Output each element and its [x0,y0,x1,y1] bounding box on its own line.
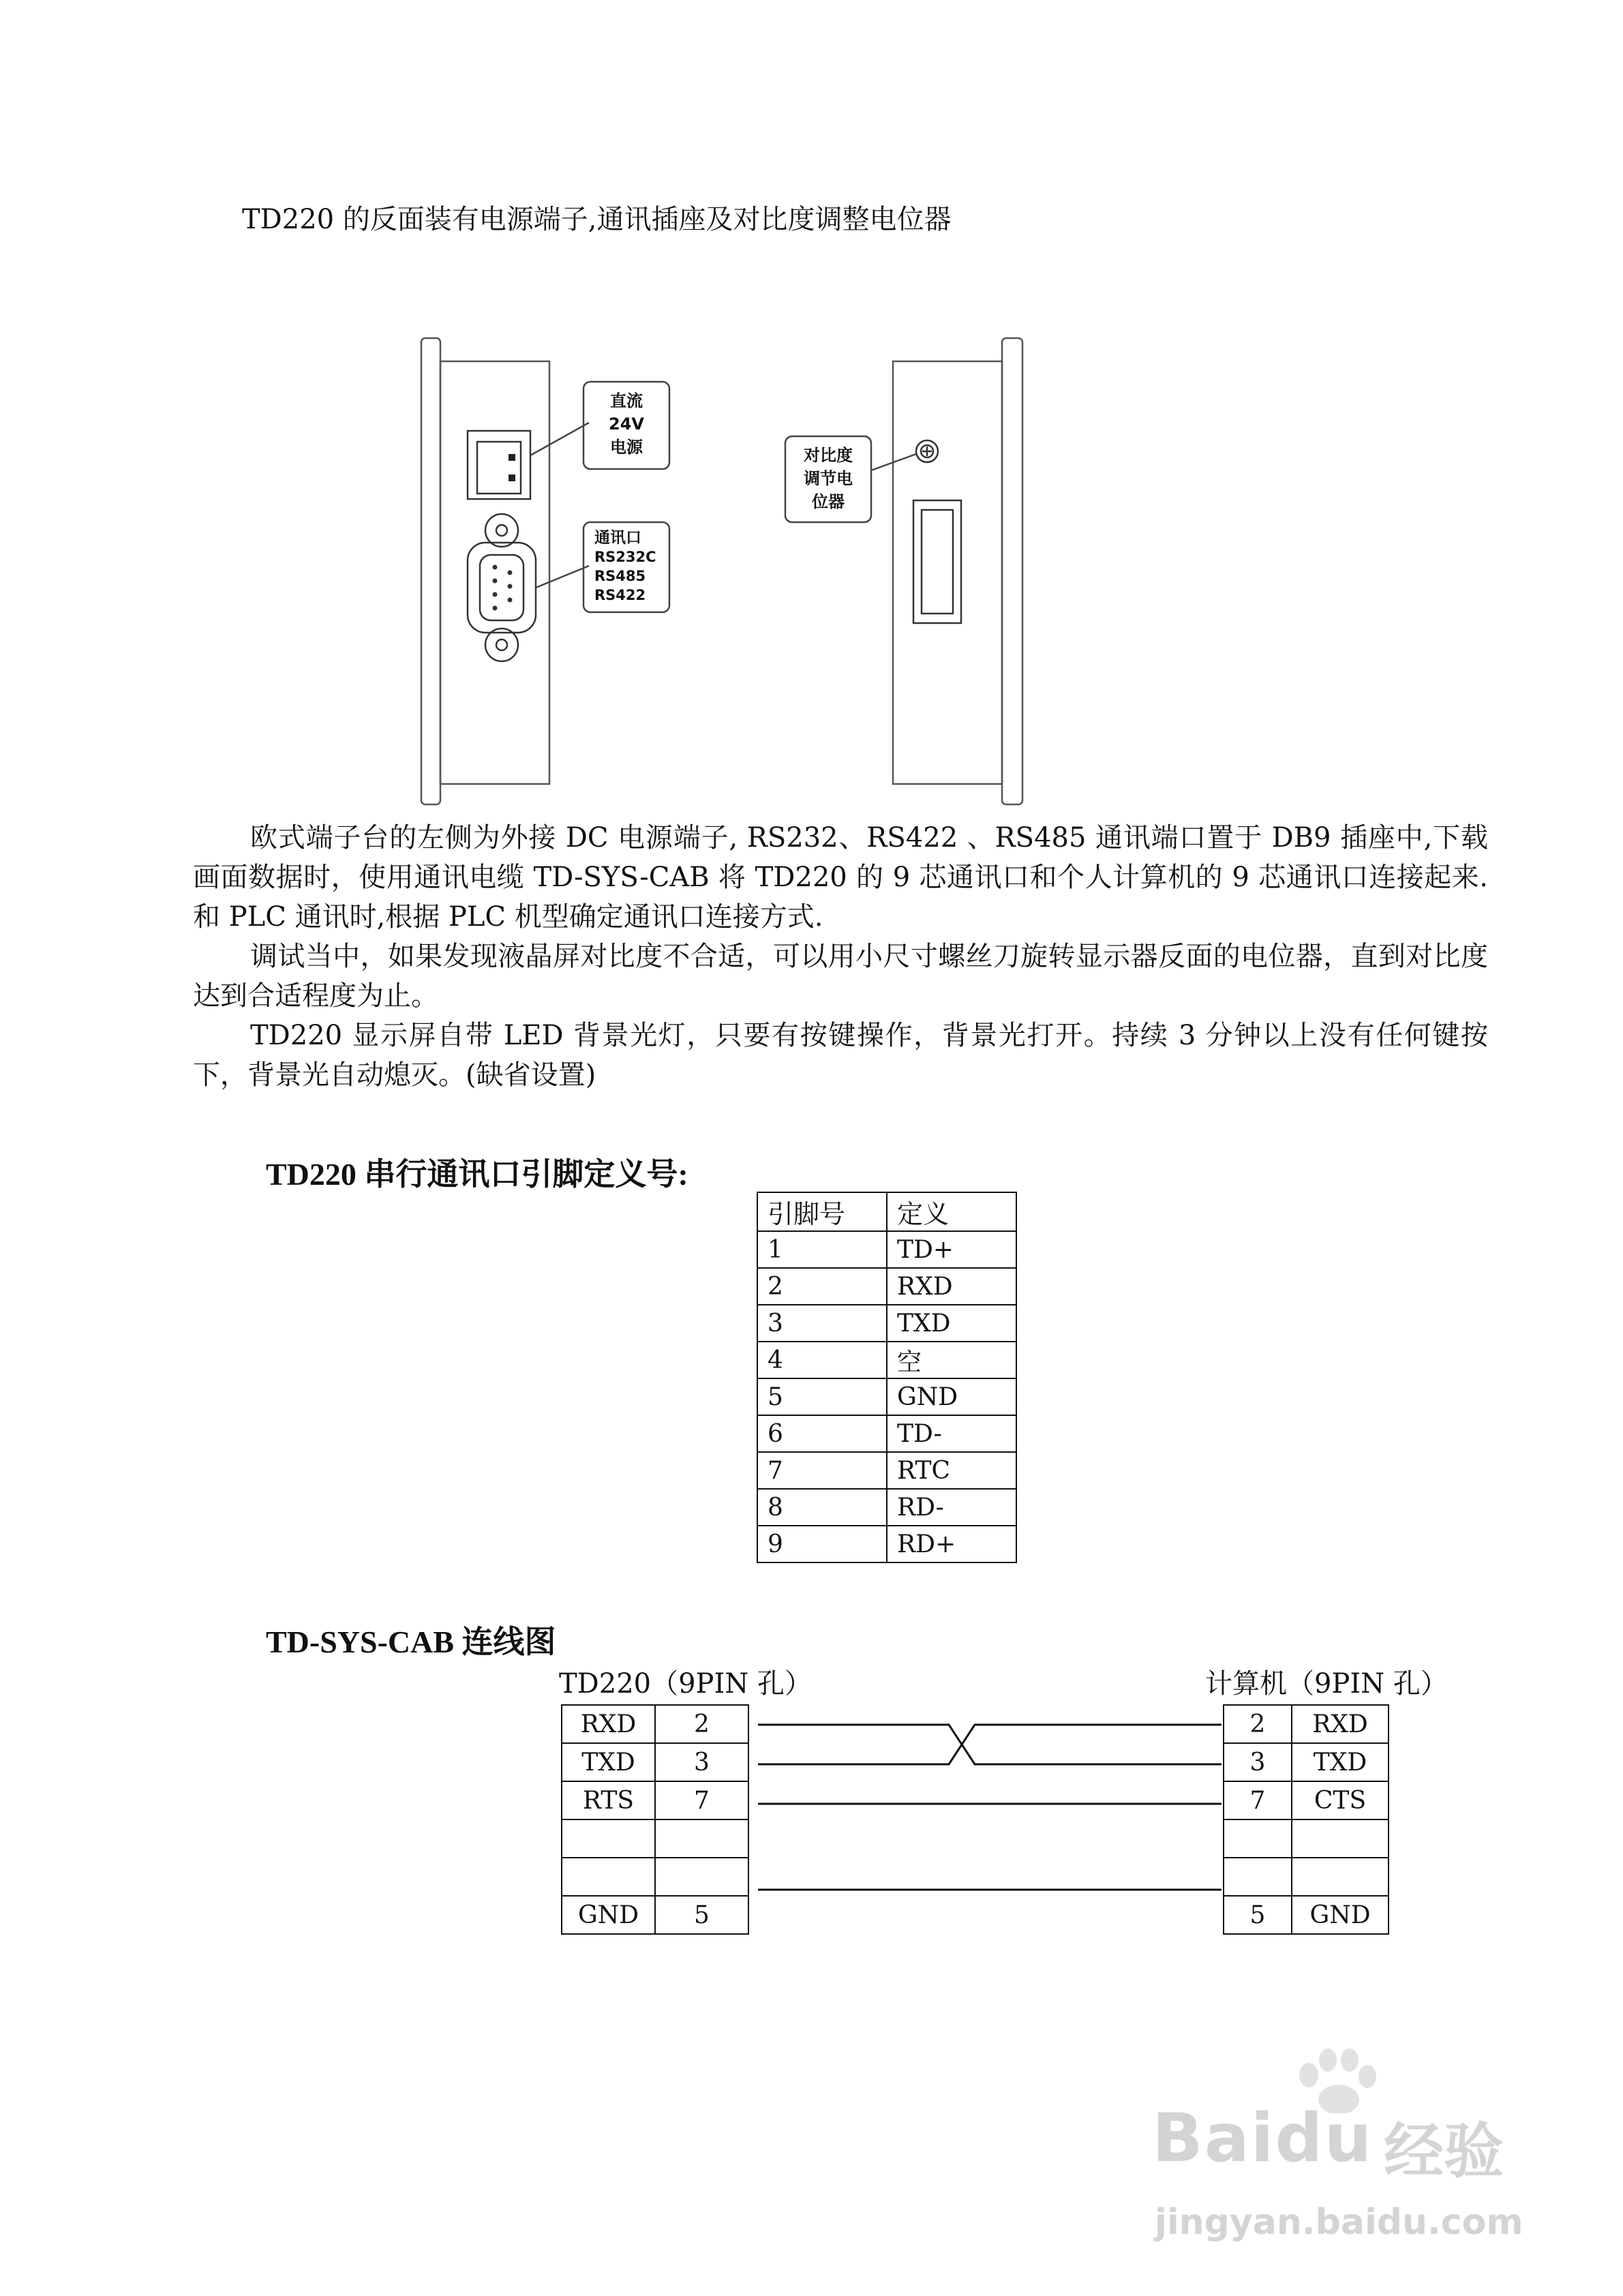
comm-label-line3: RS485 [594,568,646,584]
pin-definition: TD- [887,1415,1016,1452]
pc-connector-label: 计算机（9PIN 孔） [1205,1668,1448,1700]
pin-definition: RD+ [887,1526,1016,1562]
pin-definition: RD- [887,1489,1016,1526]
pin-number: 6 [757,1415,887,1452]
pin-number: 7 [757,1452,887,1489]
header-definition: 定义 [887,1192,1016,1231]
pin-number: 5 [757,1378,887,1415]
signal-name: GND [562,1896,655,1934]
comm-label-line4: RS422 [594,587,646,603]
signal-name: RTS [562,1781,655,1819]
pin-number: 7 [655,1781,748,1819]
wire-rxd-crossover [758,1725,1222,1764]
wire-txd-crossover [758,1725,1222,1764]
watermark-brand-right: du [1275,2100,1374,2177]
pin-section-title: TD220 串行通讯口引脚定义号: [266,1157,688,1192]
pin-number: 5 [1224,1896,1292,1934]
paragraph-connection: 欧式端子台的左侧为外接 DC 电源端子, RS232、RS422 、RS485 通讯端口置于 DB9 插座中,下载画面数据时，使用通讯电缆 TD-SYS-CAB 将 TD220 的 9 芯通讯口和个人计算机的 9 芯通讯口连接起来.和 PLC 通讯时,根据 PLC 机型确定通讯口连接方式. [193,822,1488,933]
baidu-jingyan-watermark [1152,2100,1534,2256]
pin-number: 2 [1224,1705,1292,1743]
signal-name: TXD [562,1743,655,1781]
pin-number: 2 [655,1705,748,1743]
paragraph-contrast: 调试当中，如果发现液晶屏对比度不合适，可以用小尺寸螺丝刀旋转显示器反面的电位器，直到对比度达到合适程度为止。 [193,941,1488,1012]
paragraph-backlight: TD220 显示屏自带 LED 背景光灯，只要有按键操作，背景光打开。持续 3 分钟以上没有任何键按下，背景光自动熄灭。(缺省设置) [193,1020,1488,1091]
power-label-line3: 电源 [610,438,643,457]
intro-text: TD220 的反面装有电源端子,通讯插座及对比度调整电位器 [242,204,952,235]
signal-name: RXD [562,1705,655,1743]
signal-name: GND [1292,1896,1389,1934]
comm-label-line1: 通讯口 [594,529,641,547]
pin-definition: TD+ [887,1231,1016,1268]
contrast-label-line1: 对比度 [804,446,853,465]
comm-label-line2: RS232C [594,549,656,565]
pin-number: 9 [757,1526,887,1562]
td220-connector-label: TD220（9PIN 孔） [559,1668,812,1700]
pin-number: 3 [1224,1743,1292,1781]
pin-number: 3 [655,1743,748,1781]
contrast-label-line3: 位器 [812,492,845,511]
watermark-brand [1152,2100,1373,2177]
pin-definition: RTC [887,1452,1016,1489]
header-pin-number: 引脚号 [757,1192,887,1231]
pin-definition: 空 [887,1342,1016,1378]
pin-number: 7 [1224,1781,1292,1819]
pin-definition: TXD [887,1305,1016,1342]
pin-number: 2 [757,1268,887,1305]
power-label-line2: 24V [609,414,644,434]
pin-number: 8 [757,1489,887,1526]
pin-number: 3 [757,1305,887,1342]
watermark-url: jingyan.baidu.com [1155,2202,1523,2243]
watermark-product: 经验 [1384,2116,1504,2186]
cable-section-title: TD-SYS-CAB 连线图 [266,1625,556,1659]
power-label-line1: 直流 [610,391,643,410]
signal-name: CTS [1292,1781,1389,1819]
pin-number: 5 [655,1896,748,1934]
pin-number: 1 [757,1231,887,1268]
contrast-label-line2: 调节电 [804,469,853,488]
signal-name: RXD [1292,1705,1389,1743]
watermark-brand-left: Bai [1152,2100,1275,2177]
signal-name: TXD [1292,1743,1389,1781]
pin-definition: GND [887,1378,1016,1415]
pin-number: 4 [757,1342,887,1378]
pin-definition: RXD [887,1268,1016,1305]
